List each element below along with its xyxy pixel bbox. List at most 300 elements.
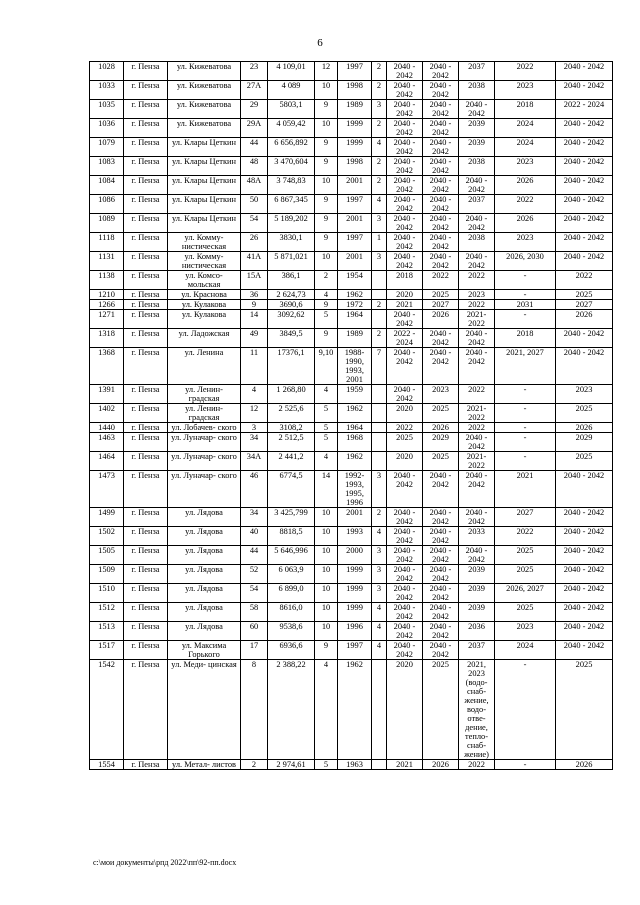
cell-street: ул. Ленин- градская [168, 404, 241, 423]
cell-id: 1210 [90, 290, 124, 300]
cell-id: 1391 [90, 385, 124, 404]
cell-year: 1968 [338, 433, 372, 452]
cell-street: ул. Кижеватова [168, 100, 241, 119]
cell-id: 1083 [90, 157, 124, 176]
cell-area: 4 089 [268, 81, 315, 100]
cell-city: г. Пенза [124, 348, 168, 385]
table-row [90, 603, 613, 622]
cell-id: 1036 [90, 119, 124, 138]
cell-col10: 2040 - 2042 [423, 622, 459, 641]
table-row [90, 157, 613, 176]
table-row [90, 290, 613, 300]
cell-col9: 2040 - 2042 [387, 385, 423, 404]
cell-street: ул. Краснова [168, 290, 241, 300]
cell-street: ул. Максима Горького [168, 641, 241, 660]
cell-col10: 2040 - 2042 [423, 233, 459, 252]
cell-col8: 7 [372, 348, 387, 385]
cell-year: 2001 [338, 176, 372, 195]
cell-col12: 2023 [495, 81, 556, 100]
cell-col9: 2040 - 2042 [387, 119, 423, 138]
cell-col11: 2040 - 2042 [459, 546, 495, 565]
cell-col10: 2040 - 2042 [423, 252, 459, 271]
cell-col13: 2025 [556, 452, 613, 471]
cell-city: г. Пенза [124, 584, 168, 603]
cell-house: 50 [241, 195, 268, 214]
cell-area: 3830,1 [268, 233, 315, 252]
cell-id: 1368 [90, 348, 124, 385]
cell-city: г. Пенза [124, 300, 168, 310]
cell-street: ул. Комму- нистическая [168, 233, 241, 252]
cell-col13: 2040 - 2042 [556, 176, 613, 195]
cell-city: г. Пенза [124, 119, 168, 138]
cell-col12: - [495, 385, 556, 404]
cell-col10: 2023 [423, 385, 459, 404]
cell-col9: 2020 [387, 452, 423, 471]
table-row [90, 300, 613, 310]
cell-col10: 2025 [423, 660, 459, 760]
cell-col12: 2021 [495, 471, 556, 508]
cell-col11: 2040 - 2042 [459, 329, 495, 348]
cell-col11: 2021- 2022 [459, 404, 495, 423]
cell-col12: 2022 [495, 527, 556, 546]
cell-city: г. Пенза [124, 157, 168, 176]
cell-col8: 3 [372, 100, 387, 119]
cell-city: г. Пенза [124, 81, 168, 100]
cell-area: 2 974,61 [268, 760, 315, 770]
cell-floors: 9 [315, 300, 338, 310]
cell-col13: 2040 - 2042 [556, 329, 613, 348]
cell-col11: 2038 [459, 233, 495, 252]
cell-col13: 2029 [556, 433, 613, 452]
cell-col11: 2021- 2022 [459, 452, 495, 471]
cell-col8: 2 [372, 329, 387, 348]
table-row [90, 423, 613, 433]
cell-house: 34 [241, 433, 268, 452]
cell-col11: 2039 [459, 584, 495, 603]
cell-city: г. Пенза [124, 290, 168, 300]
table-row [90, 433, 613, 452]
cell-area: 8818,5 [268, 527, 315, 546]
cell-year: 1992- 1993, 1995, 1996 [338, 471, 372, 508]
cell-city: г. Пенза [124, 195, 168, 214]
cell-floors: 10 [315, 527, 338, 546]
cell-col10: 2026 [423, 423, 459, 433]
cell-col12: - [495, 310, 556, 329]
cell-col13: 2040 - 2042 [556, 157, 613, 176]
cell-col9: 2040 - 2042 [387, 622, 423, 641]
cell-col8: 3 [372, 252, 387, 271]
footer-file-path: c:\мои документы\рпд 2022\пп\92-пп.docx [93, 858, 237, 867]
cell-area: 3092,62 [268, 310, 315, 329]
cell-col8: 2 [372, 176, 387, 195]
cell-col10: 2040 - 2042 [423, 195, 459, 214]
cell-city: г. Пенза [124, 565, 168, 584]
cell-house: 34 [241, 508, 268, 527]
table-row [90, 660, 613, 760]
cell-street: ул. Комсо- мольская [168, 271, 241, 290]
cell-city: г. Пенза [124, 252, 168, 271]
cell-floors: 9 [315, 195, 338, 214]
cell-street: ул. Луначар- ского [168, 452, 241, 471]
cell-id: 1554 [90, 760, 124, 770]
cell-id: 1033 [90, 81, 124, 100]
cell-house: 9 [241, 300, 268, 310]
cell-house: 60 [241, 622, 268, 641]
cell-col8: 2 [372, 62, 387, 81]
cell-col9: 2020 [387, 290, 423, 300]
cell-col8: 3 [372, 584, 387, 603]
cell-col13: 2040 - 2042 [556, 233, 613, 252]
cell-col9: 2040 - 2042 [387, 584, 423, 603]
cell-col11: 2037 [459, 641, 495, 660]
cell-street: ул. Кулакова [168, 310, 241, 329]
cell-floors: 10 [315, 565, 338, 584]
cell-col10: 2025 [423, 452, 459, 471]
cell-col9: 2040 - 2042 [387, 62, 423, 81]
cell-year: 1996 [338, 622, 372, 641]
cell-street: ул. Метал- листов [168, 760, 241, 770]
cell-city: г. Пенза [124, 471, 168, 508]
cell-col10: 2040 - 2042 [423, 119, 459, 138]
cell-floors: 10 [315, 603, 338, 622]
cell-id: 1089 [90, 214, 124, 233]
cell-id: 1473 [90, 471, 124, 508]
cell-col12: 2023 [495, 622, 556, 641]
cell-house: 44 [241, 138, 268, 157]
cell-id: 1502 [90, 527, 124, 546]
table-row [90, 271, 613, 290]
table-row [90, 584, 613, 603]
cell-floors: 10 [315, 176, 338, 195]
cell-street: ул. Лядова [168, 508, 241, 527]
cell-city: г. Пенза [124, 176, 168, 195]
cell-floors: 10 [315, 546, 338, 565]
cell-street: ул. Ладожская [168, 329, 241, 348]
cell-year: 2001 [338, 508, 372, 527]
table-row [90, 233, 613, 252]
cell-id: 1542 [90, 660, 124, 760]
table-row [90, 138, 613, 157]
cell-street: ул. Кижеватова [168, 81, 241, 100]
cell-floors: 14 [315, 471, 338, 508]
cell-house: 58 [241, 603, 268, 622]
cell-house: 48 [241, 157, 268, 176]
housing-repair-table [89, 61, 613, 770]
cell-col11: 2040 - 2042 [459, 433, 495, 452]
cell-col9: 2040 - 2042 [387, 471, 423, 508]
cell-col11: 2040 - 2042 [459, 252, 495, 271]
cell-col10: 2040 - 2042 [423, 546, 459, 565]
cell-year: 1999 [338, 584, 372, 603]
cell-col12: - [495, 433, 556, 452]
cell-col12: 2024 [495, 641, 556, 660]
cell-area: 2 512,5 [268, 433, 315, 452]
cell-city: г. Пенза [124, 622, 168, 641]
cell-floors: 9 [315, 157, 338, 176]
cell-year: 1988- 1990, 1993, 2001 [338, 348, 372, 385]
cell-street: ул. Ленина [168, 348, 241, 385]
cell-area: 3 470,604 [268, 157, 315, 176]
cell-area: 5803,1 [268, 100, 315, 119]
cell-col13: 2026 [556, 423, 613, 433]
cell-col8: 4 [372, 603, 387, 622]
cell-col13: 2040 - 2042 [556, 138, 613, 157]
cell-id: 1138 [90, 271, 124, 290]
cell-col9: 2040 - 2042 [387, 81, 423, 100]
cell-floors: 9 [315, 138, 338, 157]
cell-floors: 2 [315, 271, 338, 290]
cell-city: г. Пенза [124, 62, 168, 81]
cell-year: 1964 [338, 423, 372, 433]
cell-col12: 2026, 2030 [495, 252, 556, 271]
cell-col13: 2040 - 2042 [556, 527, 613, 546]
cell-area: 6774,5 [268, 471, 315, 508]
cell-area: 3 748,83 [268, 176, 315, 195]
cell-floors: 9 [315, 214, 338, 233]
table-row [90, 385, 613, 404]
cell-col12: - [495, 760, 556, 770]
cell-col12: - [495, 271, 556, 290]
cell-house: 52 [241, 565, 268, 584]
cell-area: 4 109,01 [268, 62, 315, 81]
cell-id: 1517 [90, 641, 124, 660]
cell-col13: 2040 - 2042 [556, 214, 613, 233]
cell-col8: 2 [372, 119, 387, 138]
cell-col9: 2040 - 2042 [387, 348, 423, 385]
cell-col9: 2040 - 2042 [387, 603, 423, 622]
cell-col9: 2020 [387, 404, 423, 423]
cell-col9: 2040 - 2042 [387, 310, 423, 329]
cell-area: 3108,2 [268, 423, 315, 433]
cell-col10: 2040 - 2042 [423, 100, 459, 119]
cell-col13: 2022 [556, 271, 613, 290]
table-row [90, 195, 613, 214]
cell-area: 4 059,42 [268, 119, 315, 138]
cell-area: 6936,6 [268, 641, 315, 660]
cell-house: 36 [241, 290, 268, 300]
cell-col11: 2021- 2022 [459, 310, 495, 329]
cell-col13: 2040 - 2042 [556, 471, 613, 508]
cell-house: 2 [241, 760, 268, 770]
cell-col10: 2026 [423, 760, 459, 770]
table-row [90, 176, 613, 195]
cell-col8 [372, 290, 387, 300]
cell-city: г. Пенза [124, 546, 168, 565]
cell-col11: 2023 [459, 290, 495, 300]
cell-floors: 4 [315, 452, 338, 471]
cell-area: 3 425,799 [268, 508, 315, 527]
cell-id: 1084 [90, 176, 124, 195]
cell-area: 2 441,2 [268, 452, 315, 471]
cell-year: 1963 [338, 760, 372, 770]
cell-house: 46 [241, 471, 268, 508]
cell-col13: 2040 - 2042 [556, 195, 613, 214]
cell-id: 1131 [90, 252, 124, 271]
cell-floors: 4 [315, 385, 338, 404]
cell-city: г. Пенза [124, 527, 168, 546]
cell-house: 17 [241, 641, 268, 660]
cell-col8 [372, 433, 387, 452]
cell-col12: 2018 [495, 329, 556, 348]
cell-id: 1499 [90, 508, 124, 527]
cell-col12: 2023 [495, 233, 556, 252]
cell-floors: 5 [315, 310, 338, 329]
cell-street: ул. Клары Цеткин [168, 176, 241, 195]
cell-col12: 2018 [495, 100, 556, 119]
cell-area: 6 063,9 [268, 565, 315, 584]
cell-year: 1997 [338, 62, 372, 81]
cell-col12: - [495, 660, 556, 760]
cell-col13: 2023 [556, 385, 613, 404]
cell-year: 1999 [338, 603, 372, 622]
cell-year: 1964 [338, 310, 372, 329]
cell-street: ул. Луначар- ского [168, 433, 241, 452]
cell-col8: 4 [372, 138, 387, 157]
page-number: 6 [317, 37, 323, 49]
cell-year: 1999 [338, 119, 372, 138]
cell-house: 8 [241, 660, 268, 760]
cell-col12: - [495, 452, 556, 471]
cell-col13: 2025 [556, 290, 613, 300]
cell-id: 1271 [90, 310, 124, 329]
cell-street: ул. Лядова [168, 584, 241, 603]
cell-floors: 9,10 [315, 348, 338, 385]
cell-col8: 2 [372, 300, 387, 310]
cell-col9: 2040 - 2042 [387, 195, 423, 214]
cell-area: 5 646,996 [268, 546, 315, 565]
cell-floors: 10 [315, 252, 338, 271]
cell-id: 1510 [90, 584, 124, 603]
cell-col9: 2040 - 2042 [387, 527, 423, 546]
cell-house: 29А [241, 119, 268, 138]
cell-col12: 2025 [495, 546, 556, 565]
cell-house: 54 [241, 584, 268, 603]
cell-col10: 2027 [423, 300, 459, 310]
cell-street: ул. Кулакова [168, 300, 241, 310]
cell-col13: 2040 - 2042 [556, 252, 613, 271]
cell-street: ул. Лобачев- ского [168, 423, 241, 433]
cell-street: ул. Меди- цинская [168, 660, 241, 760]
cell-col9: 2040 - 2042 [387, 157, 423, 176]
cell-col13: 2040 - 2042 [556, 584, 613, 603]
cell-col9: 2040 - 2042 [387, 565, 423, 584]
cell-year: 1972 [338, 300, 372, 310]
cell-city: г. Пенза [124, 760, 168, 770]
cell-city: г. Пенза [124, 233, 168, 252]
cell-col10: 2025 [423, 290, 459, 300]
cell-col8: 3 [372, 471, 387, 508]
cell-year: 1962 [338, 660, 372, 760]
cell-col10: 2040 - 2042 [423, 641, 459, 660]
cell-col10: 2040 - 2042 [423, 157, 459, 176]
cell-id: 1079 [90, 138, 124, 157]
cell-col8: 1 [372, 233, 387, 252]
cell-col12: 2025 [495, 603, 556, 622]
cell-area: 386,1 [268, 271, 315, 290]
cell-col11: 2022 [459, 300, 495, 310]
cell-house: 54 [241, 214, 268, 233]
cell-col11: 2040 - 2042 [459, 508, 495, 527]
cell-area: 1 268,80 [268, 385, 315, 404]
cell-col8 [372, 310, 387, 329]
cell-col8: 3 [372, 546, 387, 565]
cell-area: 2 525,6 [268, 404, 315, 423]
cell-col11: 2022 [459, 423, 495, 433]
cell-col9: 2021 [387, 760, 423, 770]
table-row [90, 641, 613, 660]
cell-col11: 2040 - 2042 [459, 176, 495, 195]
cell-col10: 2040 - 2042 [423, 565, 459, 584]
table-row [90, 81, 613, 100]
cell-col8 [372, 660, 387, 760]
table-row [90, 310, 613, 329]
cell-street: ул. Клары Цеткин [168, 195, 241, 214]
cell-col13: 2040 - 2042 [556, 119, 613, 138]
cell-col13: 2040 - 2042 [556, 603, 613, 622]
cell-col12: 2025 [495, 565, 556, 584]
cell-area: 8616,0 [268, 603, 315, 622]
cell-city: г. Пенза [124, 508, 168, 527]
cell-floors: 9 [315, 100, 338, 119]
cell-street: ул. Клары Цеткин [168, 157, 241, 176]
cell-col9: 2040 - 2042 [387, 508, 423, 527]
cell-house: 41А [241, 252, 268, 271]
cell-col8: 2 [372, 81, 387, 100]
cell-col11: 2033 [459, 527, 495, 546]
cell-floors: 12 [315, 62, 338, 81]
cell-id: 1402 [90, 404, 124, 423]
cell-col8: 4 [372, 527, 387, 546]
cell-year: 1999 [338, 565, 372, 584]
table-row [90, 252, 613, 271]
cell-col12: - [495, 404, 556, 423]
cell-floors: 9 [315, 329, 338, 348]
cell-street: ул. Клары Цеткин [168, 214, 241, 233]
cell-col9: 2040 - 2042 [387, 252, 423, 271]
cell-year: 1962 [338, 452, 372, 471]
cell-house: 44 [241, 546, 268, 565]
cell-id: 1440 [90, 423, 124, 433]
cell-col13: 2025 [556, 660, 613, 760]
cell-year: 1993 [338, 527, 372, 546]
cell-city: г. Пенза [124, 310, 168, 329]
cell-street: ул. Лядова [168, 603, 241, 622]
cell-house: 26 [241, 233, 268, 252]
cell-area: 5 189,202 [268, 214, 315, 233]
cell-floors: 10 [315, 508, 338, 527]
cell-col9: 2040 - 2042 [387, 641, 423, 660]
cell-year: 2000 [338, 546, 372, 565]
cell-col8: 4 [372, 195, 387, 214]
cell-street: ул. Лядова [168, 527, 241, 546]
cell-col12: - [495, 290, 556, 300]
table-row [90, 348, 613, 385]
cell-id: 1035 [90, 100, 124, 119]
cell-col13: 2040 - 2042 [556, 546, 613, 565]
table-body [90, 62, 613, 770]
table-row [90, 214, 613, 233]
cell-col11: 2036 [459, 622, 495, 641]
cell-col8: 3 [372, 214, 387, 233]
cell-house: 29 [241, 100, 268, 119]
cell-col12: 2022 [495, 62, 556, 81]
cell-city: г. Пенза [124, 329, 168, 348]
cell-col11: 2040 - 2042 [459, 100, 495, 119]
table-row [90, 119, 613, 138]
cell-col13: 2027 [556, 300, 613, 310]
cell-col13: 2040 - 2042 [556, 348, 613, 385]
cell-floors: 4 [315, 290, 338, 300]
